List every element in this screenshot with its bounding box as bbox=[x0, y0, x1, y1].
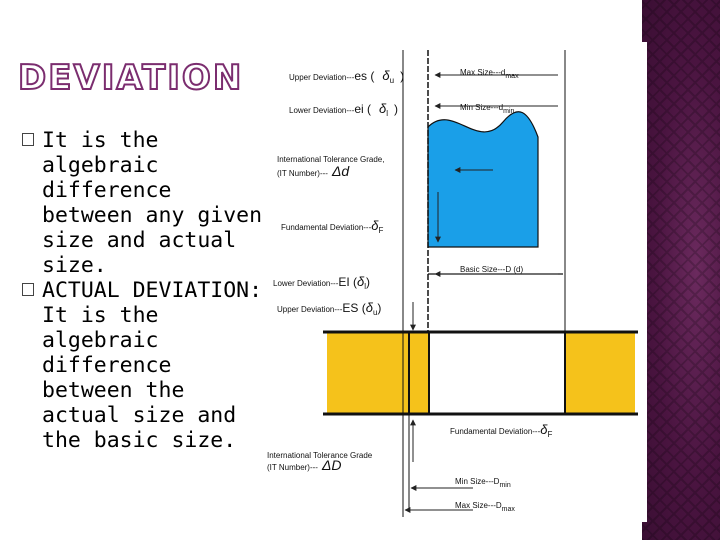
shaft-shape bbox=[428, 112, 538, 247]
hole-opening bbox=[429, 332, 565, 414]
it-grade-shaft-line1: International Tolerance Grade, bbox=[277, 155, 385, 164]
hole-wall-left bbox=[327, 332, 429, 414]
lower-deviation-hole-label: Lower Deviation---EI (δl) bbox=[273, 274, 371, 291]
bullet-list bbox=[22, 128, 267, 453]
it-grade-hole-line1: International Tolerance Grade bbox=[267, 451, 373, 460]
slide-title: DEVIATION bbox=[18, 58, 244, 98]
hole-wall-right bbox=[565, 332, 635, 414]
basic-size-label: Basic Size---D (d) bbox=[460, 265, 524, 274]
upper-deviation-label: Upper Deviation---es ( δu ) bbox=[289, 68, 405, 85]
upper-deviation-hole-label: Upper Deviation---ES (δu) bbox=[277, 300, 382, 317]
max-size-label: Max Size---dmax bbox=[460, 68, 519, 80]
bullet-item bbox=[22, 278, 267, 453]
fund-dev-hole-label: Fundamental Deviation---δF bbox=[450, 422, 553, 439]
bullet-item bbox=[22, 128, 267, 278]
min-size-label: Min Size---dmin bbox=[460, 103, 515, 115]
bullet-text: It is the algebraic difference between any given size and actual size. bbox=[42, 128, 263, 278]
fund-dev-shaft-label: Fundamental Deviation---δF bbox=[281, 218, 384, 235]
deviation-diagram-svg bbox=[263, 42, 647, 522]
min-size-hole-label: Min Size---Dmin bbox=[455, 477, 511, 489]
bullet-box-icon bbox=[22, 283, 34, 296]
max-size-hole-label: Max Size---Dmax bbox=[455, 501, 515, 513]
it-grade-hole-line2: (IT Number)--- ΔD bbox=[267, 457, 342, 473]
stripe-pattern bbox=[642, 0, 720, 540]
it-grade-shaft-line2: (IT Number)--- Δd bbox=[277, 163, 350, 179]
decorative-side-stripe bbox=[642, 0, 720, 540]
lower-deviation-label: Lower Deviation---ei ( δl ) bbox=[289, 101, 399, 118]
deviation-diagram bbox=[263, 42, 647, 522]
bullet-text: ACTUAL DEVIATION: It is the algebraic difference between the actual size and the basic size. bbox=[42, 278, 263, 453]
bullet-box-icon bbox=[22, 133, 34, 146]
